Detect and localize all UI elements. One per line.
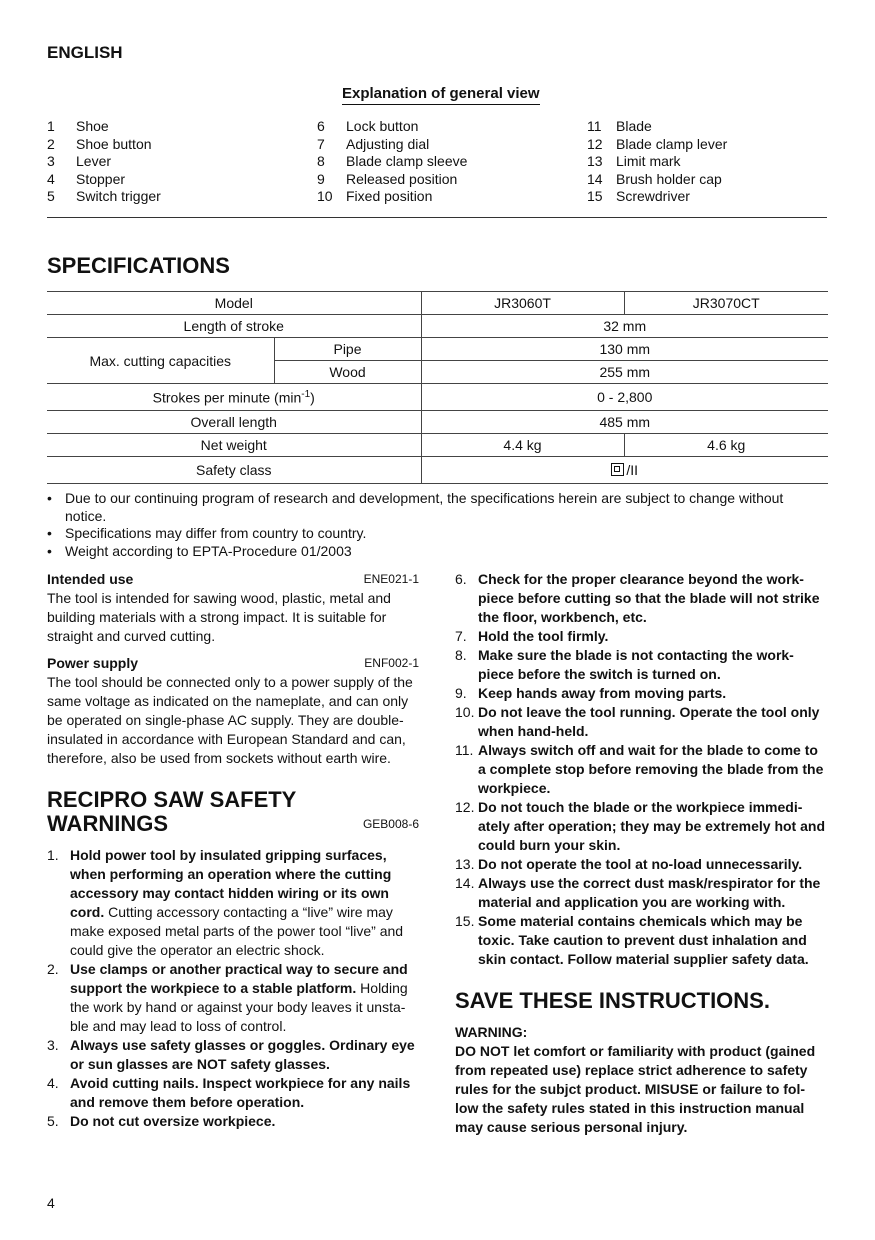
table-cell: 255 mm <box>421 361 828 384</box>
warnings-list-right <box>455 570 827 969</box>
table-cell: Overall length <box>47 411 421 434</box>
intended-use-heading: Intended use ENE021-1 <box>47 571 419 587</box>
specifications-heading: SPECIFICATIONS <box>47 253 230 278</box>
list-item: • Due to our continuing program of research and development, the specifications herein are subject to change without notice. <box>47 490 784 524</box>
table-row <box>47 411 828 434</box>
table-row <box>47 315 828 338</box>
part-item: 4 Stopper <box>47 170 126 187</box>
table-row <box>47 292 828 315</box>
table-cell: Model <box>47 292 421 315</box>
part-item: 3 Lever <box>47 153 112 169</box>
list-item: 14. Always use the correct dust mask/respirator for the material and application you are working with. <box>455 875 821 910</box>
list-item: 12. Do not touch the blade or the workpiece immedi-ately after operation; they may be extremely hot and could burn your skin. <box>455 799 825 853</box>
part-item: 1 Shoe <box>47 118 109 134</box>
table-cell: Strokes per minute $(\min^{-1})$ <box>47 384 421 411</box>
table-cell: /II <box>421 457 828 484</box>
table-row <box>47 384 828 411</box>
power-supply-heading: Power supply ENF002-1 <box>47 655 419 671</box>
list-item: 4. Avoid cutting nails. Inspect workpiece for any nails and remove them before operation. <box>47 1075 411 1110</box>
part-item: 11 Blade <box>587 118 652 134</box>
table-cell: 32 mm <box>421 315 828 338</box>
list-item: 5. Do not cut oversize workpiece. <box>47 1113 276 1129</box>
table-cell: Max. cutting capacities <box>47 338 274 384</box>
table-cell: Safety class <box>47 457 421 484</box>
list-item: 2. Use clamps or another practical way to secure and support the workpiece to a stable platform. Holding the work by hand or against your body leaves it unsta-ble and may lead to loss of control. <box>47 961 408 1034</box>
right-column <box>455 570 827 1137</box>
part-item: 13 Limit mark <box>587 153 681 169</box>
table-cell: JR3070CT <box>624 292 828 315</box>
spec-notes <box>47 490 827 560</box>
list-item: 15. Some material contains chemicals which may be toxic. Take caution to prevent dust inhalation and skin contact. Follow material supplier safety data. <box>455 913 809 967</box>
part-item: 14 Brush holder cap <box>587 170 722 187</box>
part-item: 8 Blade clamp sleeve <box>317 153 468 169</box>
list-item: 13. Do not operate the tool at no-load unnecessarily. <box>455 856 803 872</box>
part-item: 2 Shoe button <box>47 135 152 152</box>
double-insulation-icon <box>611 463 624 476</box>
table-cell: Wood <box>274 361 421 384</box>
table-row <box>47 457 828 484</box>
part-item: 15 Screwdriver <box>587 188 690 204</box>
list-item: • Specifications may differ from country to country. <box>47 525 367 541</box>
table-cell: Length of stroke <box>47 315 421 338</box>
save-instructions-heading: SAVE THESE INSTRUCTIONS. <box>455 988 770 1013</box>
part-item: 12 Blade clamp lever <box>587 135 728 152</box>
table-cell: JR3060T <box>421 292 624 315</box>
table-cell: 0 - 2,800 <box>421 384 828 411</box>
table-cell: 130 mm <box>421 338 828 361</box>
table-cell: 4.4 kg <box>421 434 624 457</box>
parts-column-3 <box>587 118 727 206</box>
left-column <box>47 570 419 1131</box>
list-item: 1. Hold power tool by insulated gripping surfaces, when performing an operation where the cutting accessory may contact hidden wiring or its own cord. Cutting accessory contacting a “live” wire may make exposed metal parts of the power tool “live” and could give the operator an electric shock. <box>47 847 404 958</box>
list-item: 11. Always switch off and wait for the blade to come to a complete stop before removing the blade from the workpiece. <box>455 742 824 796</box>
explanation-title: Explanation of general view <box>342 85 540 105</box>
part-item: 6 Lock button <box>317 118 419 134</box>
list-item: • Weight according to EPTA-Procedure 01/2003 <box>47 542 352 559</box>
warning-label: WARNING: <box>455 1024 528 1040</box>
list-item: 9. Keep hands away from moving parts. <box>455 685 727 701</box>
table-row <box>47 338 828 361</box>
part-item: 7 Adjusting dial <box>317 135 430 152</box>
list-item: 8. Make sure the blade is not contacting the work-piece before the switch is turned on. <box>455 647 794 682</box>
list-item: 10. Do not leave the tool running. Operate the tool only when hand-held. <box>455 704 820 739</box>
part-item: 10 Fixed position <box>317 188 433 204</box>
divider <box>47 217 827 218</box>
list-item: 3. Always use safety glasses or goggles. Ordinary eye or sun glasses are NOT safety glasses. <box>47 1037 415 1072</box>
list-item: 6. Check for the proper clearance beyond the work-piece before cutting so that the blade will not strike the floor, workbench, etc. <box>455 571 820 625</box>
table-cell: Net weight <box>47 434 421 457</box>
parts-column-1 <box>47 118 161 206</box>
page-number: 4 <box>47 1195 55 1211</box>
parts-list <box>47 118 827 206</box>
table-cell: 485 mm <box>421 411 828 434</box>
warning-text: DO NOT let comfort or familiarity with product (gained from repeated use) replace strict adherence to safety rules for the subjct product. MISUSE or failure to fol-low the safety rules stated in this instruction manual may cause serious personal injury. <box>455 1043 816 1135</box>
warnings-heading: RECIPRO SAW SAFETY WARNINGS GEB008-6 <box>47 787 419 836</box>
table-cell: 4.6 kg <box>624 434 828 457</box>
part-item: 9 Released position <box>317 170 458 187</box>
parts-column-2 <box>317 118 467 206</box>
part-item: 5 Switch trigger <box>47 188 161 204</box>
specifications-table <box>47 291 828 484</box>
list-item: 7. Hold the tool firmly. <box>455 628 609 644</box>
table-cell: Pipe <box>274 338 421 361</box>
table-row <box>47 434 828 457</box>
intended-use-text: The tool is intended for sawing wood, plastic, metal and building materials with a strong impact. It is suitable for straight and curved cutting. <box>47 590 391 644</box>
power-supply-text: The tool should be connected only to a power supply of the same voltage as indicated on the nameplate, and can only be operated on single-phase AC supply. They are double-insulated in accordance with European Standard and can, therefore, also be used from sockets without earth wire. <box>47 674 413 766</box>
warnings-list-left <box>47 846 419 1131</box>
language-heading: ENGLISH <box>47 43 123 62</box>
